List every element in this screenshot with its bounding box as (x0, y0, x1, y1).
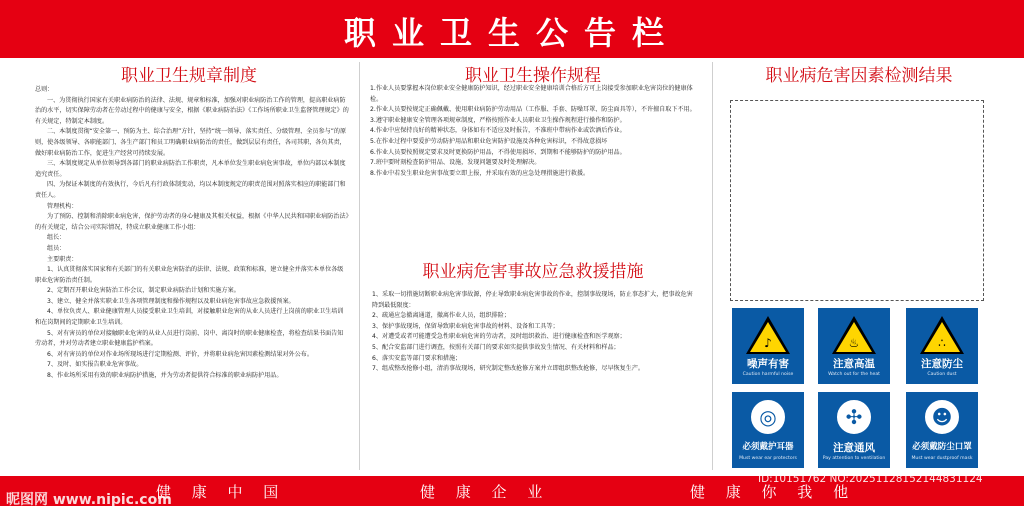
sign-label: 必须戴护耳器 (742, 442, 794, 452)
sign-english-label: Watch out for the heat (828, 372, 880, 377)
column-divider (359, 62, 360, 470)
safety-sign (732, 308, 804, 384)
emergency-paragraph: 7、组成整改抢修小组，清消事故现场，研究制定整改抢修方案并立即组织整改抢修，尽早恢复生产。 (372, 365, 645, 373)
regulations-paragraph: 管理机构： (47, 202, 78, 210)
noise-warning-icon: ♪ (764, 336, 772, 350)
sign-english-label: Must wear ear protectors (739, 456, 797, 461)
regulations-paragraph: 5、对有害员的单位对接触职业危害的从业人员进行岗前、岗中、离岗时的职业健康检查，将检查结果书面告知劳动者，并对劳动者建立职业健康监护档案。 (35, 329, 344, 348)
regulations-paragraph: 二、本制度贯彻“安全第一、预防为主、综合治理”方针，坚持“统一领导、落实责任、分级管理、全员参与”的原则，使各级领导、各职能部门、各生产部门和员工明确职业病防治的责任，做到层层有责任，各司其职，各负其责，做好职业病防治工作，促进生产经营可持续发展。 (35, 128, 347, 157)
header-banner (0, 0, 1024, 58)
sign-label: 注意高温 (833, 358, 875, 370)
sign-english-label: Must wear dustproof mask (911, 456, 973, 461)
footer-slogan: 健 康 中 国 (156, 483, 287, 501)
regulations-paragraph: 1、认真贯彻落实国家和有关部门的有关职业危害防治的法律、法规、政策和标准，建立健全并落实本单位各级职业危害防治责任制。 (35, 266, 344, 284)
emergency-paragraph: 4、对遭受或者可能遭受急性职业病危害的劳动者，及时组织救治、进行健康检查和医学观察； (372, 333, 626, 341)
regulations-paragraph: 一、为贯彻执行国家有关职业病防治的法律、法规、规章和标准，加强对职业病防治工作的管理，提高职业病防治的水平，切实保障劳动者在劳动过程中的健康与安全，根据《职业病防治法》《工作场所职业卫生监督管理规定》的有关规定，特制定本制度。 (35, 96, 349, 125)
emergency-paragraph: 2、疏通应急撤离通道，撤离作业人员，组织排险； (372, 312, 510, 320)
safety-sign (906, 308, 978, 384)
operations-text (370, 84, 698, 252)
emergency-title: 职业病危害事故应急救援措施 (422, 262, 644, 282)
regulations-paragraph: 组员： (47, 244, 66, 252)
regulations-paragraph: 2、定期召开职业危害防治工作会议，制定职业病防治计划和实施方案。 (47, 287, 240, 295)
sign-english-label: Caution harmful noise (742, 372, 794, 377)
operations-paragraph: 4.作业中应保持良好的精神状态，身体如有不适应及时报告，不准班中带病作业或饮酒后作业。 (370, 127, 626, 135)
regulations-paragraph: 8、作业场所采用有效的职业病防护措施，并为劳动者提供符合标准的职业病防护用品。 (47, 372, 283, 380)
regulations-paragraph: 主要职责： (47, 255, 78, 263)
regulations-paragraph: 4、单位负责人、职业健康管理人员接受职业卫生培训，对接触职业危害的从业人员进行上岗前的职业卫生培训和在岗期间的定期职业卫生培训。 (35, 308, 344, 327)
results-title: 职业病危害因素检测结果 (765, 66, 953, 86)
sign-label: 噪声有害 (747, 358, 789, 370)
high-temperature-warning-icon: ♨ (848, 336, 860, 350)
sign-english-label: Pay attention to ventilation (822, 456, 886, 461)
watermark-left: 昵图网 www.nipic.com (6, 492, 172, 506)
emergency-paragraph: 5、配合安监部门进行调查，按照有关部门的要求如实提供事故发生情况、有关材料和样品； (372, 343, 620, 351)
column-divider (712, 62, 713, 470)
regulations-paragraph: 6、对有害员的单位对作业场所现场进行定期检测、评价，并将职业病危害因素检测结果对外公布。 (47, 350, 313, 358)
regulations-paragraph: 7、及时、如实报告职业危害事故。 (47, 361, 143, 369)
safety-sign (906, 392, 978, 468)
sign-label: 必须戴防尘口罩 (912, 442, 972, 452)
regulations-paragraph: 三、本制度规定从单位领导到各部门的职业病防治工作职责，凡本单位发生职业病危害事故，单位内部以本制度追究责任。 (35, 160, 346, 178)
board-title: 职业卫生公告栏 (343, 14, 680, 52)
footer-slogan: 健 康 企 业 (420, 483, 551, 501)
operations-paragraph: 3.遵守职业健康安全管理各项规章制度，严格按照作业人员职业卫生操作规程进行操作和防护。 (370, 116, 626, 124)
regulations-paragraph: 组长： (47, 234, 66, 242)
dust-warning-icon: ∴ (938, 336, 946, 350)
test-results-box (730, 100, 984, 301)
emergency-paragraph: 1、采取一切措施切断职业病危害事故源，停止导致职业病危害事故的作业，控制事故现场，防止事态扩大，把事故危害降到最低限度： (372, 291, 693, 309)
operations-paragraph: 6.作业人员要按照规定要求及时更换防护用品，不得使用损坏、到期和不能够防护的防护用品。 (370, 148, 626, 156)
safety-sign (818, 308, 890, 384)
sign-label: 注意通风 (833, 442, 875, 454)
watermark-right: ID:10151762 NO:20251128152144831124 (758, 473, 983, 485)
operations-paragraph: 7.班中要时刻检查防护用品、设施，发现问题要及时处理解决。 (370, 159, 541, 167)
safety-sign (818, 392, 890, 468)
safety-sign (732, 392, 804, 468)
regulations-paragraph: 3、建立、健全并落实职业卫生各项管理制度和操作规程以及职业病危害事故应急救援预案。 (47, 297, 295, 305)
regulations-paragraph: 为了预防、控制和消除职业病危害，保护劳动者的身心健康及其相关权益，根据《中华人民共和国职业病防治法》的有关规定，结合公司实际情况，特成立职业健康工作小组： (35, 213, 349, 231)
emergency-paragraph: 3、保护事故现场，保留导致职业病危害事故的材料、设备和工具等； (372, 322, 559, 330)
emergency-text (372, 290, 698, 470)
regulations-paragraph: 总则： (35, 86, 54, 93)
footer-slogan: 健 康 你 我 他 (690, 483, 857, 501)
regulations-text (35, 85, 349, 469)
operations-paragraph: 2.作业人员要按规定正确佩戴、使用职业病防护劳动用品（工作服、手套、防噪耳罩、防尘面具等），不许擅自取下不用。 (370, 106, 696, 114)
operations-title: 职业卫生操作规程 (465, 66, 601, 86)
emergency-paragraph: 6、落实安监等部门要求和措施； (372, 354, 462, 362)
sign-label: 注意防尘 (921, 358, 963, 370)
sign-english-label: Caution dust (927, 372, 957, 377)
ear-protector-icon: ◎ (759, 405, 777, 429)
regulations-paragraph: 四、为保证本制度的有效执行，今后凡有行政体制变动，均以本制度规定的职责范围对照落实相应的职能部门和责任人。 (35, 181, 346, 199)
operations-paragraph: 1.作业人员要掌握本岗位职业安全健康防护知识，经过职业安全健康培训合格后方可上岗接受参加职业危害岗位的健康体检。 (370, 85, 693, 103)
regulations-title: 职业卫生规章制度 (121, 66, 257, 86)
operations-paragraph: 8.作业中若发生职业危害事故要立即上报，并采取有效的应急处理措施进行救援。 (370, 169, 590, 177)
ventilation-fan-icon: ✣ (845, 405, 863, 429)
dust-mask-icon: ☻ (931, 405, 953, 429)
operations-paragraph: 5.在作业过程中要爱护劳动防护用品和职业危害防护设施及各种危害标识，不得故意损坏 (370, 137, 608, 145)
